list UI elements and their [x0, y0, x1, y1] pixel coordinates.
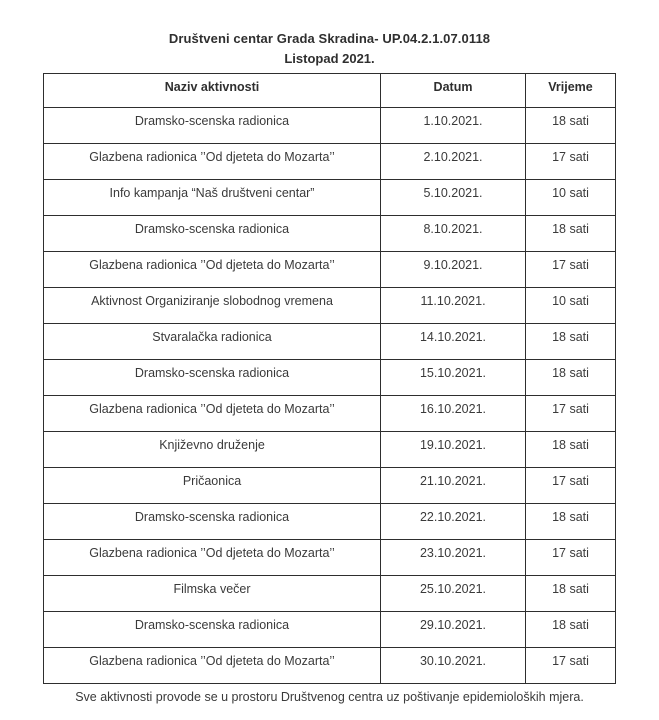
table-header-row [44, 74, 616, 108]
date-cell: 9.10.2021. [381, 252, 526, 288]
time-cell: 18 sati [526, 432, 616, 468]
time-cell: 18 sati [526, 576, 616, 612]
date-cell: 15.10.2021. [381, 360, 526, 396]
date-cell: 22.10.2021. [381, 504, 526, 540]
activity-cell: Dramsko-scenska radionica [44, 108, 381, 144]
date-cell: 16.10.2021. [381, 396, 526, 432]
time-cell: 18 sati [526, 324, 616, 360]
activity-cell: Filmska večer [44, 576, 381, 612]
date-cell: 11.10.2021. [381, 288, 526, 324]
activity-cell: Glazbena radionica ’’Od djeteta do Mozarta’’ [44, 252, 381, 288]
date-cell: 8.10.2021. [381, 216, 526, 252]
time-cell: 17 sati [526, 144, 616, 180]
activity-cell: Info kampanja “Naš društveni centar” [44, 180, 381, 216]
table-row [44, 504, 616, 540]
date-cell: 19.10.2021. [381, 432, 526, 468]
time-cell: 17 sati [526, 468, 616, 504]
time-cell: 17 sati [526, 540, 616, 576]
activity-cell: Dramsko-scenska radionica [44, 360, 381, 396]
footer-note: Sve aktivnosti provode se u prostoru Društvenog centra uz poštivanje epidemioloških mjera. [75, 690, 584, 704]
table-row [44, 648, 616, 684]
time-cell: 10 sati [526, 180, 616, 216]
activity-cell: Dramsko-scenska radionica [44, 504, 381, 540]
activity-cell: Stvaralačka radionica [44, 324, 381, 360]
activity-cell: Dramsko-scenska radionica [44, 612, 381, 648]
time-cell: 10 sati [526, 288, 616, 324]
time-cell: 18 sati [526, 360, 616, 396]
time-cell: 17 sati [526, 252, 616, 288]
table-row [44, 396, 616, 432]
activity-cell: Glazbena radionica ’’Od djeteta do Mozarta’’ [44, 540, 381, 576]
table-row [44, 576, 616, 612]
table-row [44, 108, 616, 144]
activity-cell: Aktivnost Organiziranje slobodnog vremena [44, 288, 381, 324]
activity-cell: Glazbena radionica ’’Od djeteta do Mozarta’’ [44, 144, 381, 180]
time-cell: 17 sati [526, 396, 616, 432]
activity-cell: Pričaonica [44, 468, 381, 504]
activity-cell: Glazbena radionica ’’Od djeteta do Mozarta’’ [44, 396, 381, 432]
activity-cell: Književno druženje [44, 432, 381, 468]
table-row [44, 216, 616, 252]
document-subtitle: Listopad 2021. [284, 51, 375, 66]
activity-cell: Glazbena radionica ’’Od djeteta do Mozarta’’ [44, 648, 381, 684]
table-row [44, 252, 616, 288]
date-cell: 25.10.2021. [381, 576, 526, 612]
date-cell: 21.10.2021. [381, 468, 526, 504]
time-cell: 18 sati [526, 612, 616, 648]
table-row [44, 144, 616, 180]
table-row [44, 468, 616, 504]
table-row [44, 540, 616, 576]
table-row [44, 324, 616, 360]
date-cell: 29.10.2021. [381, 612, 526, 648]
activity-schedule-table [43, 73, 616, 684]
time-cell: 18 sati [526, 216, 616, 252]
date-cell: 1.10.2021. [381, 108, 526, 144]
table-row [44, 288, 616, 324]
column-header-activity: Naziv aktivnosti [44, 74, 381, 108]
table-row [44, 612, 616, 648]
date-cell: 2.10.2021. [381, 144, 526, 180]
date-cell: 23.10.2021. [381, 540, 526, 576]
table-body [44, 108, 616, 684]
column-header-date: Datum [381, 74, 526, 108]
date-cell: 5.10.2021. [381, 180, 526, 216]
time-cell: 18 sati [526, 108, 616, 144]
table-row [44, 432, 616, 468]
date-cell: 14.10.2021. [381, 324, 526, 360]
column-header-time: Vrijeme [526, 74, 616, 108]
date-cell: 30.10.2021. [381, 648, 526, 684]
time-cell: 17 sati [526, 648, 616, 684]
time-cell: 18 sati [526, 504, 616, 540]
activity-cell: Dramsko-scenska radionica [44, 216, 381, 252]
table-row [44, 360, 616, 396]
table-row [44, 180, 616, 216]
document-title: Društveni centar Grada Skradina- UP.04.2.1.07.0118 [168, 31, 491, 46]
